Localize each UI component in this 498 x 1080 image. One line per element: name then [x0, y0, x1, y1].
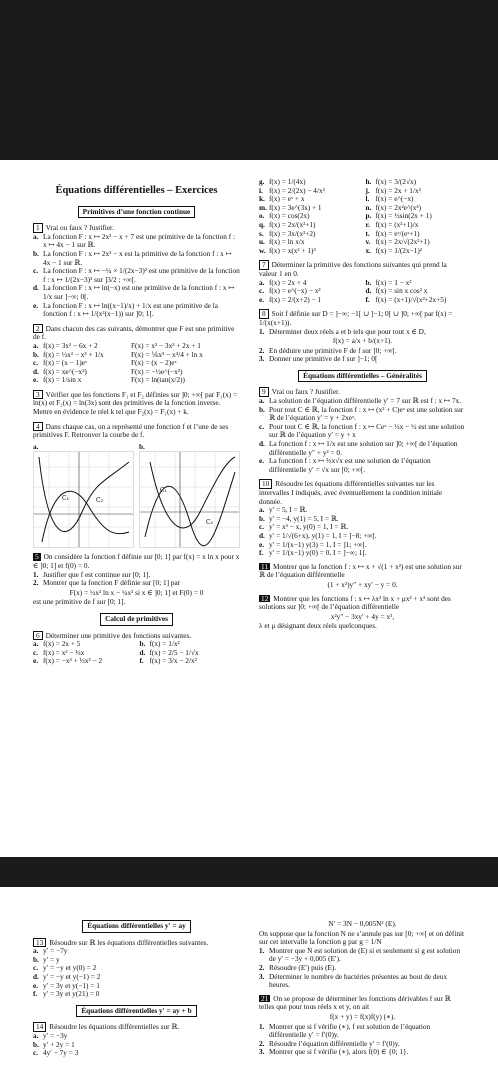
list-item: c. y′ = x³ − x, y(0) = 1, I = ℝ. — [259, 522, 349, 532]
exercise-6-grid — [33, 640, 240, 666]
list-item: 2. En déduire une primitive F de f sur ]0; +∞[. — [259, 345, 397, 355]
list-item: d. La fonction F : x ↦ ln(−x) est une primitive de la fonction f : x ↦ 1/x sur ]−∞; 0[. — [33, 283, 235, 301]
list-item: a. f(x) = 2x + 5 — [33, 639, 81, 649]
list-item: b. f(x) = 1/x² — [139, 639, 180, 649]
exercise-text: On considère la fonction f définie sur [0; 1] par f(x) = x ln x pour x ∈ ]0; 1] et f(0) = 0. — [33, 552, 240, 571]
list-item: 1. Déterminer deux réels a et b tels que pour tout x ∈ D, — [259, 326, 426, 336]
page-separator-bar — [0, 857, 498, 887]
list-item: j. f(x) = 2x + 1/x² — [365, 185, 421, 195]
list-item: r. f(x) = (x²+1)/x — [365, 219, 419, 229]
formula: f(x + y) = f(x)f(y) (∗). — [329, 1011, 396, 1021]
exercise-intro: Dans chacun des cas suivants, démontrer que F est une primitive de f. — [33, 323, 235, 342]
formula: F(x) = ½x² ln x − ¼x² si x ∈ ]0; 1] et F(0) = 0 — [69, 587, 204, 597]
list-item: b. y′ + 2y = 1 — [33, 1039, 75, 1049]
exercise-number: 14 — [33, 1022, 46, 1032]
exercise-2 — [33, 324, 240, 385]
list-item: c. y′ = −y et y(0) = 2 — [33, 963, 97, 973]
page-2 — [0, 887, 498, 1080]
list-item: c. 4y′ − 7y = 3 — [33, 1048, 79, 1058]
list-item: 2. Résoudre (E′) puis (E). — [259, 962, 337, 972]
top-dark-bar — [0, 0, 498, 160]
list-item: b. y′ = −4, y(1) = 5, I = ℝ. — [259, 513, 339, 523]
list-item: i. f(x) = 2/(2x) − 4/x² — [259, 185, 325, 195]
exercise-7 — [259, 260, 466, 304]
exercise-number: 13 — [33, 938, 46, 948]
list-item: q. f(x) = 2x/(x²+1) — [259, 219, 316, 229]
exercise-number: 3 — [33, 390, 43, 400]
graph-a — [33, 451, 134, 548]
page2-left-column — [33, 920, 240, 1058]
curve-label-c1: C₁ — [62, 495, 69, 503]
list-item: u. f(x) = ln x/x — [259, 237, 305, 247]
list-item: d. f(x) = sin x cos² x — [365, 286, 428, 296]
exercise-8 — [259, 309, 466, 364]
page1-left-column — [33, 160, 240, 666]
list-item: b. f(x) = 1 − x² — [365, 277, 412, 287]
exercise-number: 12 — [261, 593, 269, 603]
exercise-intro: Résoudre sur ℝ les équations différentielles suivantes. — [49, 937, 209, 947]
list-item: e. La fonction f : x ↦ ⅔x√x est une solution de l’équation différentielle y′ = √x sur [0; +∞[. — [259, 456, 431, 474]
exercise-number: 1 — [33, 223, 43, 233]
curve-label-c1: C₁ — [160, 487, 167, 495]
list-item: 1. Montrer que N est solution de (E) si et seulement si g est solution de y′ = −3y + 0,005 (E′). — [259, 945, 461, 964]
list-item: c. f(x) = (x − 1)eˣ F(x) = (x − 2)eˣ — [33, 358, 177, 368]
list-item: c. Pour tout C ∈ ℝ, la fonction f : x ↦ Ceˣ − ½x − ½ est une solution sur ℝ de l’équation y′ = y + x — [259, 421, 465, 440]
exercise-text: Montrer que les fonctions f : x ↦ λx² ln x + μx² + x³ sont des solutions sur ]0; +∞[ de l’équation différentielle — [259, 593, 451, 612]
list-item: f. y′ = 1/(x−1) y(0) = 0, I = ]−∞; 1[. — [259, 548, 367, 558]
exercise-number: 5 — [35, 552, 39, 562]
list-item: x. f(x) = 1/(2x−1)² — [365, 245, 422, 255]
exercise-11 — [259, 563, 466, 590]
list-item: e. f(x) = 1/sin x F(x) = ln(tan(x/2)) — [33, 375, 185, 385]
curve-c2 — [42, 492, 129, 543]
list-item: b. f(x) = ½x² − x³ + 1/x F(x) = ⅙x³ − x⁴/4 + ln x — [33, 349, 203, 359]
exercise-4 — [33, 422, 240, 549]
curve-c1 — [39, 457, 129, 532]
list-item: d. La fonction f : x ↦ 1/x est une solution sur ]0; +∞[ de l’équation différentielle y″ + y² = 0. — [259, 439, 458, 457]
list-item: a. f(x) = 3x² − 6x + 2 F(x) = x³ − 3x² + 2x + 1 — [33, 340, 201, 350]
list-item: e. y′ = 3y et y(−1) = 1 — [33, 980, 100, 990]
exercise-1 — [33, 223, 240, 319]
list-item: b. Pour tout C ∈ ℝ, la fonction f : x ↦ (x² + C)eˣ est une solution sur ℝ de l’équation y′ = y + 2xeˣ. — [259, 404, 464, 423]
exercise-6-continued — [259, 178, 466, 255]
exercise-12 — [259, 595, 466, 631]
exercise-intro: Résoudre les équations différentielles suivantes sur les intervalles I indiqués, avec éventuellement la condition initiale donnée. — [259, 479, 443, 506]
list-item: t. f(x) = eˣ/(eˣ+1) — [365, 228, 420, 238]
section-title-generalites: Équations différentielles – Généralités — [298, 370, 427, 383]
list-item: m. f(x) = 3e^(3x) + 1 — [259, 202, 322, 212]
section-title-ay: Équations différentielles y′ = ay — [82, 920, 191, 933]
exercise-13 — [33, 938, 240, 999]
formula: x²y″ − 3xy′ + 4y = x³, — [330, 611, 395, 621]
list-item: a. La fonction F : x ↦ 2x² − x + 7 est une primitive de la fonction f : x ↦ 4x − 1 sur ℝ. — [33, 231, 236, 250]
graph-a-wrap — [33, 443, 134, 549]
page1-right-column — [259, 178, 466, 631]
list-item: e. y′ = 1/(x−1) y(3) = 1, I = ]1; +∞[. — [259, 539, 367, 549]
list-item: g. f(x) = 1/(4x) — [259, 177, 306, 186]
page-1 — [0, 160, 498, 857]
page2-right-column — [259, 919, 466, 1057]
exercise-intro: Vrai ou faux ? Justifier. — [271, 387, 340, 397]
exercise-6 — [33, 631, 240, 666]
exercise-intro: Vrai ou faux ? Justifier. — [45, 223, 114, 233]
list-item: c. f(x) = e^(−x) − x² — [259, 286, 321, 296]
list-item: b. y′ = y — [33, 954, 60, 964]
exercise-number: 11 — [261, 561, 269, 571]
exercise-7-grid — [259, 279, 466, 305]
list-item: a. f(x) = 2x + 4 — [259, 277, 307, 287]
exercise-intro: Soit f définie sur D = ]−∞; −1[ ∪ ]−1; 0[ ∪ ]0; +∞[ par f(x) = 1/(x(x+1)). — [259, 309, 453, 327]
curve-label-c2: C₂ — [96, 497, 103, 505]
list-item: p. f(x) = ½sin(2x + 1) — [365, 211, 432, 221]
exercise-intro: Déterminer la primitive des fonctions suivantes qui prend la valeur 1 en 0. — [259, 260, 447, 278]
curve-c1 — [145, 472, 235, 546]
list-item: 2. Résoudre l’équation différentielle y′ = f′(0)y. — [259, 1038, 400, 1048]
exercise-intro: Déterminer une primitive des fonctions suivantes. — [45, 630, 192, 640]
list-item: d. y′ = 1/√(6+x), y(1) = 1, I = ]−8; +∞[. — [259, 530, 377, 540]
graph-b-wrap — [139, 443, 240, 549]
list-item: c. f(x) = x² − ⅓x — [33, 647, 85, 657]
graphs-row — [33, 443, 240, 549]
list-item: f. f(x) = 3/x − 2/x² — [139, 656, 197, 666]
exercise-number: 2 — [33, 324, 43, 334]
list-item: a. y′ = 5, I = ℝ. — [259, 505, 308, 515]
exercise-end: λ et μ désignant deux réels quelconques. — [259, 621, 377, 631]
exercise-number: 7 — [259, 260, 269, 270]
exercise-intro: Résoudre les équations différentielles sur ℝ. — [49, 1022, 180, 1032]
list-item: a. La solution de l’équation différentielle y′ = 7 sur ℝ est f : x ↦ 7x. — [259, 396, 462, 406]
list-item: f. f(x) = (x+1)/√(x²+2x+5) — [365, 294, 447, 304]
exercise-text: Vérifier que les fonctions F₁ et F₂ définies sur ]0; +∞[ par F₁(x) = ln(x) et F₂(x) = ln(3x) sont des primitives de la fonction inverse. — [33, 389, 238, 408]
list-item: 2. Montrer que la fonction F définie sur [0; 1] par — [33, 578, 181, 588]
section-title-primitives: Primitives d’une fonction continue — [78, 206, 196, 219]
list-item: k. f(x) = eˣ + x — [259, 194, 305, 204]
exercise-text-2: Mettre en évidence le réel k tel que F₂(x) = F₁(x) + k. — [33, 407, 189, 417]
list-item: e. La fonction F : x ↦ ln((x−1)/x) + 1/x est une primitive de la fonction f : x ↦ 1/(x²(x−1)) sur ]0; 1[. — [33, 300, 219, 319]
exercise-5 — [33, 553, 240, 607]
graph-a-label: a. — [33, 441, 39, 451]
list-item: 3. Donner une primitive de f sur ]−1; 0[ — [259, 354, 378, 364]
exercise-10 — [259, 479, 466, 557]
list-item: b. La fonction F : x ↦ 2x² − x est la primitive de la fonction f : x ↦ 4x − 1 sur ℝ. — [33, 248, 232, 267]
exercise-21 — [259, 995, 466, 1057]
exercise-number: 8 — [259, 309, 269, 319]
exercise-number: 21 — [261, 993, 269, 1003]
exercise-9 — [259, 387, 466, 474]
list-item: d. y′ = −y et y(−1) = 2 — [33, 971, 101, 981]
list-item: w. f(x) = x(x² + 1)³ — [259, 245, 316, 255]
exercise-text: Montrer que la fonction f : x ↦ x + √(1 + x²) est une solution sur ℝ de l’équation différentielle — [259, 561, 462, 580]
page-title: Équations différentielles – Exercices — [55, 185, 218, 196]
exercise-number: 4 — [33, 422, 43, 432]
section-title-calcul: Calcul de primitives — [100, 613, 173, 626]
list-item: d. f(x) = 2/5 − 1/√x — [139, 647, 199, 657]
list-item: s. f(x) = 3x/(x²+2) — [259, 228, 316, 238]
list-item: 1. Justifier que f est continue sur [0; 1]. — [33, 569, 151, 579]
list-item: a. y′ = −7y — [33, 946, 68, 956]
list-item: o. f(x) = cos(2x) — [259, 211, 310, 221]
formula: (1 + x²)y″ + xy′ − y = 0. — [327, 579, 398, 589]
exercise-intro: On suppose que la fonction N ne s’annule pas sur [0; +∞[ et on définit sur cet intervalle la fonction g par g = 1/N — [259, 928, 465, 947]
exercise-text: Dans chaque cas, on a représenté une fonction f et l’une de ses primitives F. Retrouver la courbe de f. — [33, 421, 229, 440]
list-item: e. f(x) = −x³ + ⅓x² − 2 — [33, 656, 103, 666]
formula: f(x) = a/x + b/(x+1). — [332, 336, 393, 346]
list-item: 3. Déterminer le nombre de bactéries présentes au bout de deux heures. — [259, 971, 448, 990]
list-item: 3. Montrer que si f vérifie (∗), alors f(0) ∈ {0; 1}. — [259, 1047, 409, 1057]
list-item: l. f(x) = e^(−x) — [365, 194, 414, 204]
graph-b-label: b. — [139, 441, 145, 451]
section-title-ayb: Équations différentielles y′ = ay + b — [76, 1005, 196, 1018]
list-item: c. La fonction F : x ↦ −¼ × 1/(2x−3)² est une primitive de la fonction f : x ↦ 1/(2x−3)³ sur ]3/2 ; +∞[. — [33, 266, 240, 284]
exercise-3 — [33, 390, 240, 417]
exercise-number: 10 — [259, 479, 272, 489]
exercise-14 — [33, 1022, 240, 1057]
list-item: h. f(x) = 3/(2√x) — [365, 177, 417, 186]
list-item: e. f(x) = 2/(x+2) − 1 — [259, 294, 322, 304]
exercise-number: 9 — [259, 387, 269, 397]
formula: N′ = 3N − 0,005N² (E). — [328, 919, 397, 928]
list-item: f. y′ = 3y et y(21) = 0 — [33, 989, 100, 999]
list-item: d. f(x) = xe^(−x²) F(x) = −½e^(−x²) — [33, 366, 183, 376]
list-item: 1. Montrer que si f vérifie (∗), f est solution de l’équation différentielle y′ = f′(0)y. — [259, 1021, 431, 1040]
list-item: n. f(x) = 2x²e^(x³) — [365, 202, 422, 212]
graph-b — [139, 451, 240, 548]
exercise-intro: On se propose de déterminer les fonctions dérivables f sur ℝ telles que pour tous réels x et y, on ait — [259, 993, 451, 1012]
curve-label-c2: C₂ — [206, 519, 213, 527]
list-item: v. f(x) = 2x/√(2x²+1) — [365, 237, 430, 247]
exercise-number: 6 — [33, 631, 43, 641]
exercise-end: est une primitive de f sur [0; 1]. — [33, 597, 126, 607]
list-item: a. y′ = −3y — [33, 1030, 68, 1040]
